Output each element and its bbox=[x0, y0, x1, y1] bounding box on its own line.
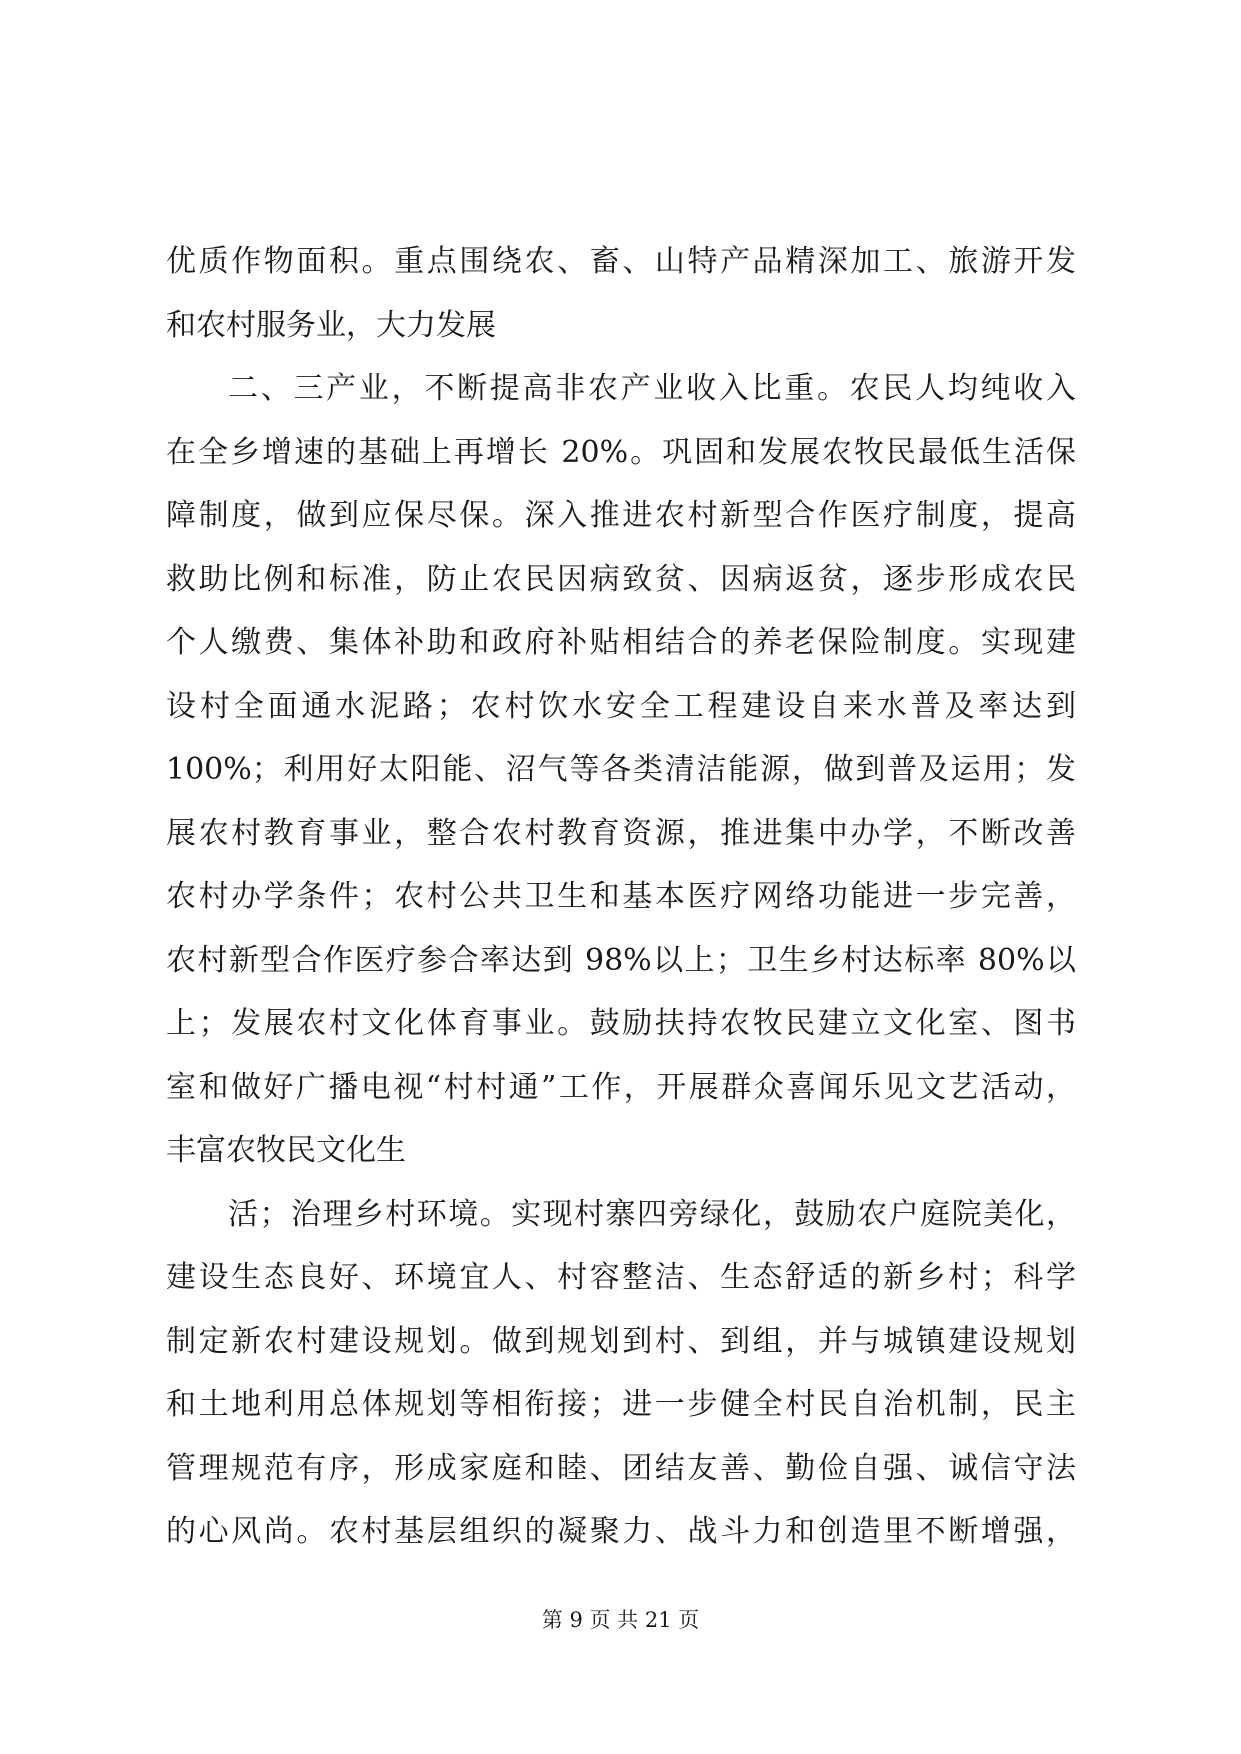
text-line: 个人缴费、集体补助和政府补贴相结合的养老保险制度。实现建 bbox=[166, 625, 1076, 660]
document-body bbox=[166, 230, 1076, 1564]
text-line: 管理规范有序，形成家庭和睦、团结友善、勤俭自强、诚信守法 bbox=[166, 1450, 1076, 1486]
text-line: 和土地利用总体规划等相衔接；进一步健全村民自治机制，民主 bbox=[166, 1387, 1076, 1422]
text-line: 100%；利用好太阳能、沼气等各类清洁能源，做到普及运用；发 bbox=[166, 752, 1076, 787]
text-line: 农村新型合作医疗参合率达到 98%以上；卫生乡村达标率 80%以 bbox=[166, 942, 1076, 978]
text-line: 活；治理乡村环境。实现村寨四旁绿化，鼓励农户庭院美化， bbox=[228, 1196, 1076, 1232]
text-line: 二、三产业，不断提高非农产业收入比重。农民人均纯收入 bbox=[228, 371, 1076, 406]
text-line: 农村办学条件；农村公共卫生和基本医疗网络功能进一步完善， bbox=[166, 879, 1076, 914]
text-line: 建设生态良好、环境宜人、村容整洁、生态舒适的新乡村；科学 bbox=[166, 1260, 1076, 1295]
text-line: 在全乡增速的基础上再增长 20%。巩固和发展农牧民最低生活保 bbox=[166, 434, 1076, 470]
page-number-footer: 第 9 页 共 21 页 bbox=[541, 1608, 700, 1632]
text-line: 的心风尚。农村基层组织的凝聚力、战斗力和创造里不断增强， bbox=[166, 1514, 1076, 1549]
text-line: 救助比例和标准，防止农民因病致贫、因病返贫，逐步形成农民 bbox=[166, 561, 1076, 597]
text-line: 展农村教育事业，整合农村教育资源，推进集中办学，不断改善 bbox=[166, 815, 1076, 851]
text-line: 上；发展农村文化体育事业。鼓励扶持农牧民建立文化室、图书 bbox=[166, 1006, 1076, 1041]
text-line: 和农村服务业，大力发展 bbox=[166, 307, 496, 343]
text-line: 丰富农牧民文化生 bbox=[166, 1133, 406, 1168]
text-line: 障制度，做到应保尽保。深入推进农村新型合作医疗制度，提高 bbox=[166, 498, 1076, 533]
text-line: 优质作物面积。重点围绕农、畜、山特产品精深加工、旅游开发 bbox=[166, 244, 1076, 279]
text-line: 设村全面通水泥路；农村饮水安全工程建设自来水普及率达到 bbox=[166, 688, 1076, 724]
text-line: 室和做好广播电视“村村通”工作，开展群众喜闻乐见文艺活动， bbox=[166, 1069, 1076, 1105]
text-line: 制定新农村建设规划。做到规划到村、到组，并与城镇建设规划 bbox=[166, 1323, 1076, 1359]
